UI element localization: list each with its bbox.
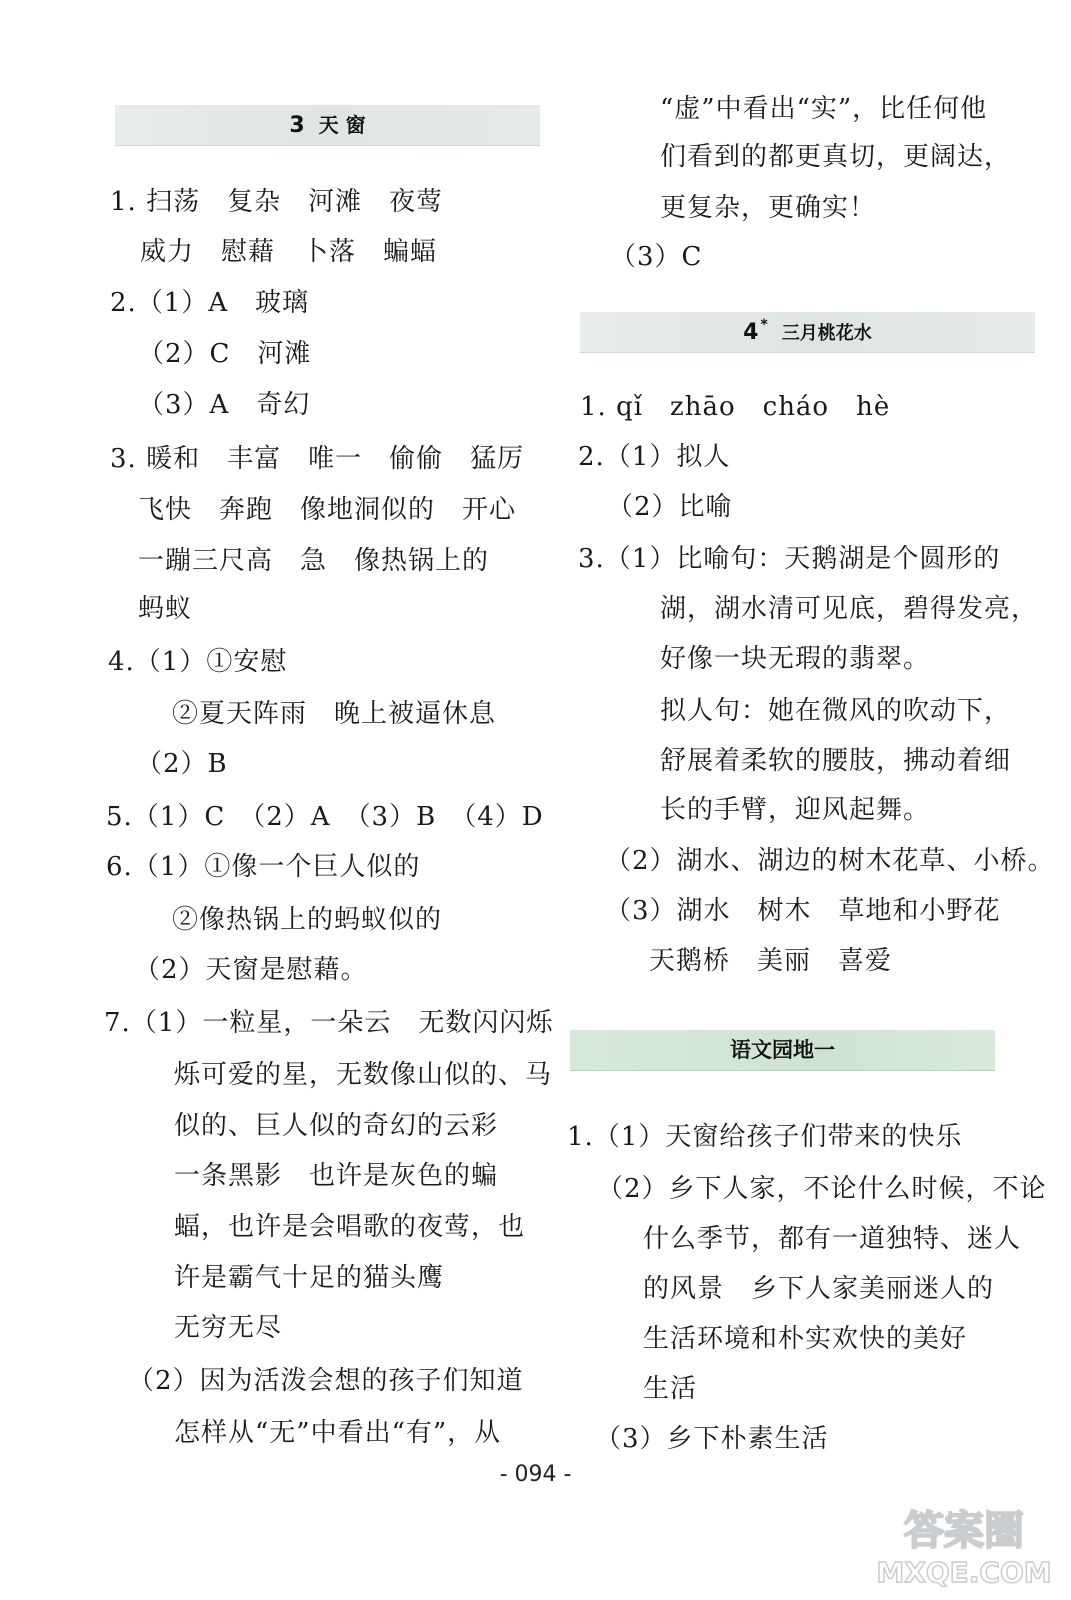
answer-line: 怎样从“无”中看出“有”，从 <box>174 1418 502 1448</box>
watermark-text-top: 答案圈 <box>904 1508 1024 1554</box>
answer-line: 3. 暖和 丰富 唯一 偷偷 猛厉 <box>110 444 525 474</box>
answer-line: 长的手臂，迎风起舞。 <box>660 795 931 825</box>
answer-line: 舒展着柔软的腰肢，拂动着细 <box>660 746 1012 776</box>
answer-line: （3）A 奇幻 <box>138 390 311 420</box>
page-number: - 094 - <box>499 1462 572 1487</box>
section-title <box>115 105 540 146</box>
answer-line: 飞快 奔跑 像地洞似的 开心 <box>138 495 517 525</box>
answer-line: （2）C 河滩 <box>138 339 312 369</box>
section-title: 语文园地一 <box>730 1038 835 1062</box>
answer-line: （3）C <box>610 242 703 272</box>
answer-line: 7.（1）一粒星，一朵云 无数闪闪烁 <box>104 1008 554 1038</box>
answer-line: 好像一块无瑕的翡翠。 <box>660 644 931 674</box>
answer-line: （2）B <box>136 749 228 779</box>
answer-line: 似的、巨人似的奇幻的云彩 <box>174 1111 499 1141</box>
answer-line: 3.（1）比喻句：天鹅湖是个圆形的 <box>578 544 1001 574</box>
answer-line: 2.（1）A 玻璃 <box>110 288 310 318</box>
answer-line: 蚂蚁 <box>138 594 193 624</box>
answer-line: 什么季节，都有一道独特、迷人 <box>643 1224 1022 1254</box>
site-watermark-logo <box>869 1496 1059 1592</box>
answer-line: （3）湖水 树木 草地和小野花 <box>605 896 1001 926</box>
lesson-number: 4 <box>743 320 759 345</box>
answer-line: 一条黑影 也许是灰色的蝙 <box>174 1161 499 1191</box>
answer-line: 5.（1）C （2）A （3）B （4）D <box>106 802 544 832</box>
answer-line: （2）比喻 <box>607 492 733 522</box>
answer-line: 一蹦三尺高 急 像热锅上的 <box>138 546 490 576</box>
answer-line: （2）乡下人家，不论什么时候，不论 <box>597 1174 1047 1204</box>
lesson-name: 天 窗 <box>318 113 366 137</box>
answer-line: 无穷无尽 <box>174 1313 283 1343</box>
watermark-text-bottom: MXQE.COM <box>876 1556 1052 1589</box>
answer-line: ②像热锅上的蚂蚁似的 <box>172 905 443 935</box>
answer-line: 4.（1）①安慰 <box>108 647 288 677</box>
answer-line: 天鹅桥 美丽 喜爱 <box>649 946 893 976</box>
section-banner-lesson-4 <box>580 312 1035 353</box>
answer-line: “虚”中看出“实”，比任何他 <box>660 94 988 124</box>
section-banner-yuwen-yuandi <box>570 1030 995 1071</box>
answer-line: 生活环境和朴实欢快的美好 <box>643 1324 968 1354</box>
section-banner-lesson-3 <box>115 105 540 146</box>
lesson-name: 三月桃花水 <box>781 323 872 344</box>
answer-line: （2）因为活泼会想的孩子们知道 <box>128 1366 524 1396</box>
answer-line: 们看到的都更真切，更阔达， <box>660 142 1012 172</box>
section-title <box>580 312 1035 355</box>
answer-line: 烁可爱的星，无数像山似的、马 <box>174 1060 553 1090</box>
answer-line: ②夏天阵雨 晚上被逼休息 <box>172 699 497 729</box>
lesson-number: 3 <box>289 113 305 138</box>
answer-line: 更复杂，更确实！ <box>660 193 877 223</box>
answer-line: 湖，湖水清可见底，碧得发亮， <box>660 594 1039 624</box>
answer-line: 的风景 乡下人家美丽迷人的 <box>643 1274 995 1304</box>
answer-line: （2）湖水、湖边的树木花草、小桥。 <box>605 846 1055 876</box>
answer-line: 1. qǐ zhāo cháo hè <box>580 392 891 422</box>
answer-line: 2.（1）拟人 <box>578 442 731 472</box>
answer-line: 威力 慰藉 卜落 蝙蝠 <box>140 237 438 267</box>
answer-line: （3）乡下朴素生活 <box>595 1424 829 1454</box>
answer-line: 1. 扫荡 复杂 河滩 夜莺 <box>110 187 444 217</box>
answer-line: 拟人句：她在微风的吹动下， <box>660 696 1012 726</box>
answer-line: 生活 <box>643 1374 698 1404</box>
answer-line: 许是霸气十足的猫头鹰 <box>174 1263 445 1293</box>
answer-line: （2）天窗是慰藉。 <box>134 955 368 985</box>
answer-line: 蝠，也许是会唱歌的夜莺，也 <box>174 1212 526 1242</box>
answer-line: 1.（1）天窗给孩子们带来的快乐 <box>567 1122 963 1152</box>
answer-line: 6.（1）①像一个巨人似的 <box>106 852 421 882</box>
optional-lesson-mark: * <box>760 317 768 333</box>
